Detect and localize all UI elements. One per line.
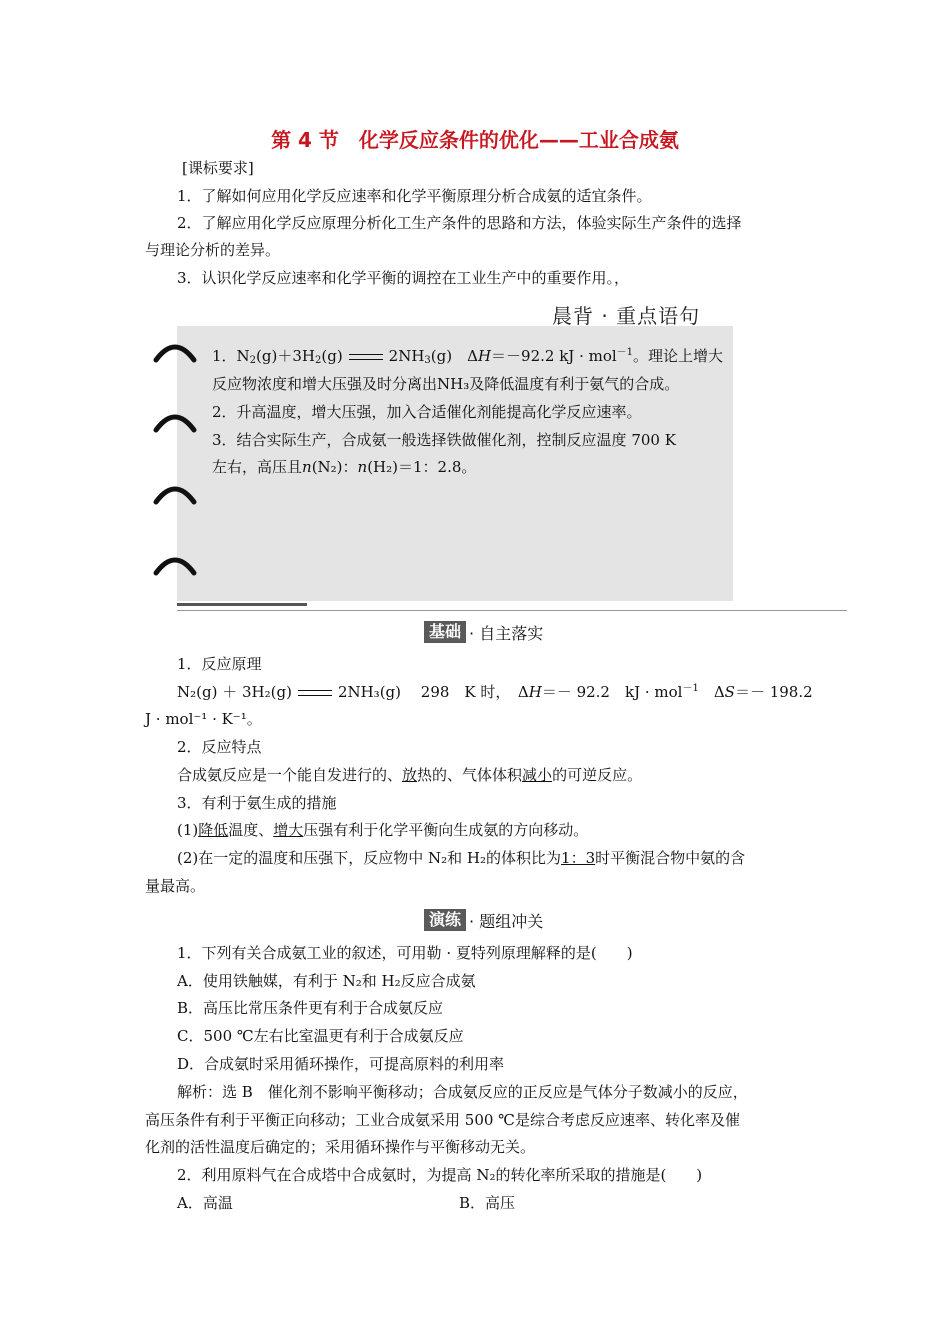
divider — [177, 603, 307, 606]
solution-1-cont: 化剂的活性温度后确定的；采用循环操作与平衡移动无关。 — [145, 1138, 536, 1156]
standards-item-2-cont: 与理论分析的差异。 — [145, 241, 281, 259]
memo-point-3-cont: 左右，高压且n(N₂)：n(H₂)＝1：2.8。 — [212, 458, 477, 476]
basics-s3: 3．有利于氨生成的措施 — [177, 794, 337, 812]
basics-s3-1: (1)降低温度、增大压强有利于化学平衡向生成氨的方向移动。 — [177, 821, 589, 839]
question-2-option-b: B．高压 — [459, 1194, 516, 1212]
question-2-option-a: A．高温 — [177, 1194, 233, 1212]
basics-s2-text: 合成氨反应是一个能自发进行的、放热的、气体体积减小的可逆反应。 — [177, 766, 643, 784]
equilibrium-arrow-icon — [298, 688, 332, 698]
binder-ring-icon — [152, 480, 198, 506]
memo-point-2: 2．升高温度，增大压强，加入合适催化剂能提高化学反应速率。 — [212, 403, 642, 421]
standards-heading: [课标要求] — [182, 159, 254, 177]
solution-1: 解析：选 B 催化剂不影响平衡移动；合成氨反应的正反应是气体分子数减小的反应， — [177, 1083, 748, 1101]
practice-tag: 演练 · 题组冲关 — [424, 909, 543, 931]
question-1-option-d: D．合成氨时采用循环操作，可提高原料的利用率 — [177, 1055, 505, 1073]
equilibrium-arrow-icon — [349, 352, 383, 362]
solution-1-cont: 高压条件有利于平衡正向移动；工业合成氨采用 500 ℃是综合考虑反应速率、转化率及催 — [145, 1111, 740, 1129]
basics-tag: 基础 · 自主落实 — [424, 621, 543, 643]
question-1-option-c: C．500 ℃左右比室温更有利于合成氨反应 — [177, 1027, 464, 1045]
basics-equation-cont: J · mol⁻¹ · K⁻¹。 — [145, 710, 262, 728]
binder-ring-icon — [152, 408, 198, 434]
binder-ring-icon — [152, 551, 198, 577]
memo-point-3: 3．结合实际生产，合成氨一般选择铁做催化剂，控制反应温度 700 K — [212, 431, 676, 449]
memo-point-1-cont: 反应物浓度和增大压强及时分离出NH₃及降低温度有利于氨气的合成。 — [212, 375, 680, 393]
standards-item-1: 1．了解如何应用化学反应速率和化学平衡原理分析合成氨的适宜条件。 — [177, 187, 652, 205]
question-2: 2．利用原料气在合成塔中合成氨时，为提高 N₂的转化率所采取的措施是( ) — [177, 1166, 703, 1184]
page-title: 第 4 节 化学反应条件的优化——工业合成氨 — [271, 128, 679, 152]
question-1: 1．下列有关合成氨工业的叙述，可用勒 · 夏特列原理解释的是( ) — [177, 944, 633, 962]
standards-item-3: 3．认识化学反应速率和化学平衡的调控在工业生产中的重要作用。， — [177, 269, 630, 287]
basics-s3-2-cont: 量最高。 — [145, 877, 206, 895]
binder-ring-icon — [152, 338, 198, 364]
basics-s3-2: (2)在一定的温度和压强下，反应物中 N₂和 H₂的体积比为1：3时平衡混合物中氨的含 — [177, 849, 746, 867]
basics-s2: 2．反应特点 — [177, 738, 262, 756]
divider — [177, 610, 847, 611]
memo-heading: 晨背 · 重点语句 — [552, 304, 701, 328]
basics-s1: 1．反应原理 — [177, 655, 262, 673]
standards-item-2: 2．了解应用化学反应原理分析化工生产条件的思路和方法，体验实际生产条件的选择 — [177, 214, 742, 232]
question-1-option-b: B．高压比常压条件更有利于合成氨反应 — [177, 999, 444, 1017]
basics-equation: N₂(g) ＋ 3H₂(g) 2NH₃(g) 298 K 时， ΔH＝－ 92.2 kJ · mol$^{-1}$ ΔS＝－ 198.2 — [177, 683, 813, 701]
question-1-option-a: A．使用铁触媒，有利于 N₂和 H₂反应合成氨 — [177, 972, 476, 990]
memo-point-1: 1．$N_2(g)+3H_2(g)$ $2NH_3(g)$ ΔH＝－92.2 kJ · mol$^{-1}$。理论上增大 — [212, 347, 724, 366]
